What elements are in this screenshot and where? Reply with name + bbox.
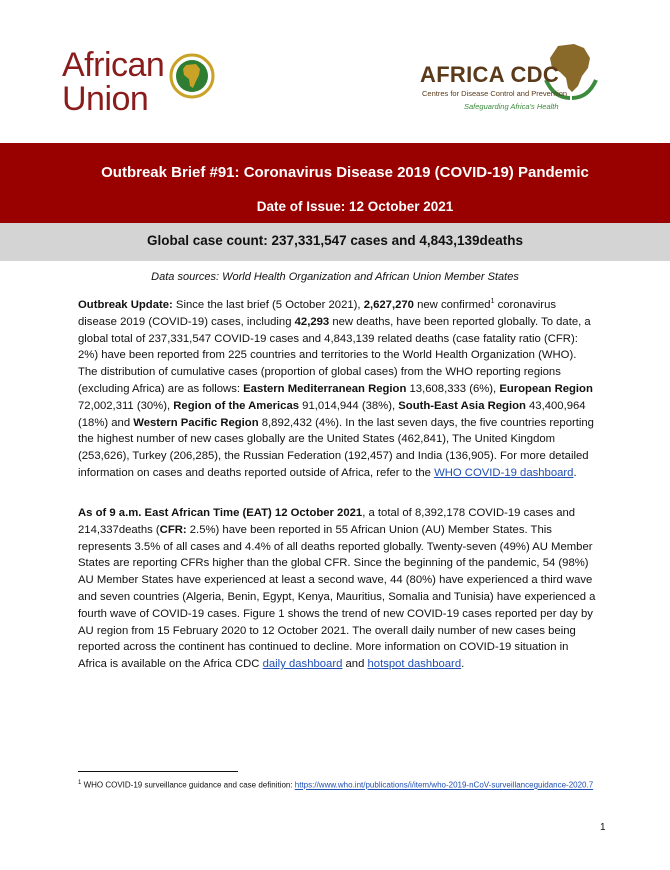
hotspot-dashboard-link[interactable]: hotspot dashboard xyxy=(367,658,462,671)
footnote-divider xyxy=(78,771,238,772)
africa-cdc-tagline: Safeguarding Africa's Health xyxy=(464,102,559,111)
text-run: 13,608,333 (6%), xyxy=(406,382,500,395)
new-cases-value: 2,627,270 xyxy=(363,299,414,311)
text-run: new confirmed xyxy=(413,299,491,311)
africa-cdc-title: AFRICA CDC xyxy=(420,62,560,87)
text-run: Since the last brief (5 October 2021), xyxy=(172,299,364,311)
region-western-pacific: Western Pacific Region xyxy=(133,416,259,429)
region-south-east-asia: South-East Asia Region xyxy=(398,399,526,412)
text-run: , a total of 8,392,178 COVID-19 cases and 214,337deaths ( xyxy=(78,507,576,536)
text-run: . xyxy=(461,658,465,671)
africa-situation-label: As of 9 a.m. East African Time (EAT) 12 October 2021 xyxy=(78,507,363,519)
region-eastern-mediterranean: Eastern Mediterranean Region xyxy=(243,382,407,395)
brief-title: Outbreak Brief #91: Coronavirus Disease 2019 (COVID-19) Pandemic xyxy=(101,164,589,181)
text-run: coronavirus disease 2019 (COVID-19) cases, including xyxy=(78,299,557,328)
data-sources: Data sources: World Health Organization and African Union Member States xyxy=(151,271,519,283)
text-run: 91,014,944 (38%), xyxy=(299,399,399,412)
text-run: 2.5%) have been reported in 55 African Union (AU) Member States. This represents 3.5% of all cases and 4.4% of all deaths reported globally. Twenty-seven (49%) AU Member States are reporting CFRs higher than the global CFR. Since the beginning of the pandemic, 54 (98%) AU Member States have experienced at least a second wave, 44 (80%) have experienced a third wave and seven countries (Algeria, Benin, Egypt, Kenya, Mauritius, Somalia and Tunisia) have experienced a fourth wave of COVID-19 cases. Figure 1 shows the trend of new COVID-19 cases reported per day by AU region from 15 February 2020 to 12 October 2021. The overall daily number of new cases being reported across the continent has continued to decline. More information on COVID-19 situation in Africa is available on the Africa CDC xyxy=(78,523,596,671)
region-americas: Region of the Americas xyxy=(173,399,300,412)
global-count-bar xyxy=(0,223,670,261)
region-european: European Region xyxy=(499,382,593,395)
text-run: 72,002,311 (30%), xyxy=(78,399,174,412)
outbreak-update-paragraph xyxy=(78,297,598,482)
text-run: 8,892,432 (4%). In the last seven days, the five countries reporting the highest number of new cases globally are the United States (462,841), The United Kingdom (253,626), Turkey (206,285), the Russian Federation (192,457) and India (136,905). For more detailed information on cases and deaths reported outside of Africa, refer to the xyxy=(78,416,594,479)
au-emblem-icon xyxy=(169,53,215,99)
daily-dashboard-link[interactable]: daily dashboard xyxy=(262,658,343,671)
text-run: . xyxy=(573,466,577,479)
africa-situation-paragraph xyxy=(78,505,598,673)
who-dashboard-link[interactable]: WHO COVID-19 dashboard xyxy=(434,466,574,479)
footnote-number: 1 xyxy=(78,780,82,786)
footnote-mark: 1 xyxy=(490,298,495,306)
cfr-label: CFR: xyxy=(159,523,187,536)
text-run: and xyxy=(342,658,368,671)
outbreak-update-label: Outbreak Update: xyxy=(78,299,173,311)
au-logo-line2: Union xyxy=(62,80,149,118)
africa-cdc-logo xyxy=(420,40,620,120)
page-number: 1 xyxy=(600,822,606,833)
global-case-count: Global case count: 237,331,547 cases and 4,843,139deaths xyxy=(147,233,523,248)
africa-cdc-subtitle: Centres for Disease Control and Prevention xyxy=(422,89,568,98)
footnote-link[interactable]: https://www.who.int/publications/i/item/who-2019-nCoV-surveillanceguidance-2020.7 xyxy=(294,780,594,790)
new-deaths-value: 42,293 xyxy=(294,315,330,328)
title-banner xyxy=(0,143,670,223)
text-run: new deaths, have been reported globally. To date, a global total of 237,331,547 COVID-19 cases and 4,843,139 related deaths (case fatality ratio (CFR): 2%) have been reported from 225 countries and territories to the World Health Organization (WHO). The distribution of cumulative cases (proportion of global cases) from the WHO reporting regions (excluding Africa) are as follows: xyxy=(78,315,591,395)
text-run: 43,400,964 (18%) and xyxy=(78,399,586,429)
footnote xyxy=(78,778,598,791)
footnote-text: WHO COVID-19 surveillance guidance and case definition: xyxy=(81,780,295,790)
african-union-logo xyxy=(62,48,212,118)
issue-date: Date of Issue: 12 October 2021 xyxy=(256,199,454,214)
au-logo-line1: African xyxy=(62,46,165,84)
